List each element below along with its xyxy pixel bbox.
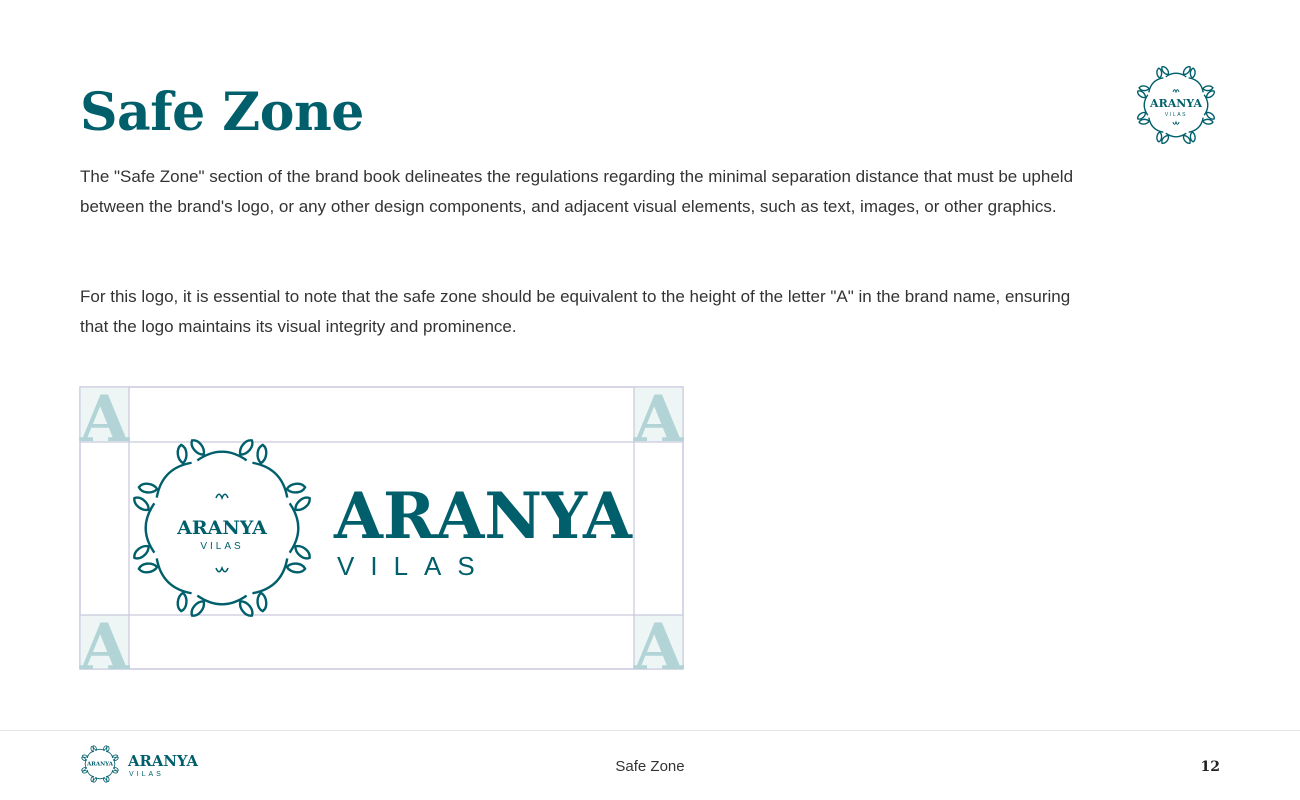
leaf-icon	[1190, 68, 1196, 78]
footer-wordmark: ARANYA	[127, 752, 199, 770]
safe-zone-marker-bottom-left: A	[79, 610, 130, 670]
intro-paragraph: The "Safe Zone" section of the brand book delineates the regulations regarding the minimal separation distance that must be upheld between the brand's logo, or any other design components, and adjacent visual elements, such as text, images, or other graphics.	[80, 167, 1074, 216]
logo-emblem-name: ARANYA	[177, 517, 267, 539]
leaf-icon	[1203, 85, 1213, 91]
footer-tagline: VILAS	[129, 771, 164, 778]
leaf-icon	[1190, 132, 1196, 142]
safe-zone-diagram	[79, 386, 684, 670]
safe-zone-marker-top-right: A	[633, 386, 684, 457]
leaf-icon	[1156, 68, 1162, 78]
footer-emblem-name: ARANYA	[87, 761, 113, 768]
footer-divider	[0, 730, 1300, 731]
emblem-tagline: VILAS	[1164, 112, 1188, 118]
leaf-icon	[1203, 119, 1213, 125]
leaf-icon	[1139, 85, 1149, 91]
logo-emblem-tagline: VILAS	[200, 541, 244, 552]
safe-zone-marker-top-left: A	[79, 386, 130, 457]
leaf-icon	[1156, 132, 1162, 142]
page-number: 12	[1200, 759, 1220, 775]
safe-zone-marker-bottom-right: A	[633, 610, 684, 670]
leaf-icon	[1139, 119, 1149, 125]
footer-section-title: Safe Zone	[615, 758, 685, 775]
page-title: Safe Zone	[80, 82, 364, 143]
leaf-icon	[91, 746, 94, 751]
leaf-icon	[106, 746, 109, 751]
emblem-name: ARANYA	[1150, 97, 1202, 110]
brand-emblem	[1130, 62, 1222, 148]
leaf-icon	[91, 776, 94, 781]
logo-tagline: VILAS	[337, 551, 491, 581]
logo-wordmark: ARANYA	[333, 479, 634, 554]
rule-paragraph: For this logo, it is essential to note that the safe zone should be equivalent to the height of the letter "A" in the brand name, ensuring that the logo maintains its visual integrity and prominence.	[80, 287, 1071, 336]
